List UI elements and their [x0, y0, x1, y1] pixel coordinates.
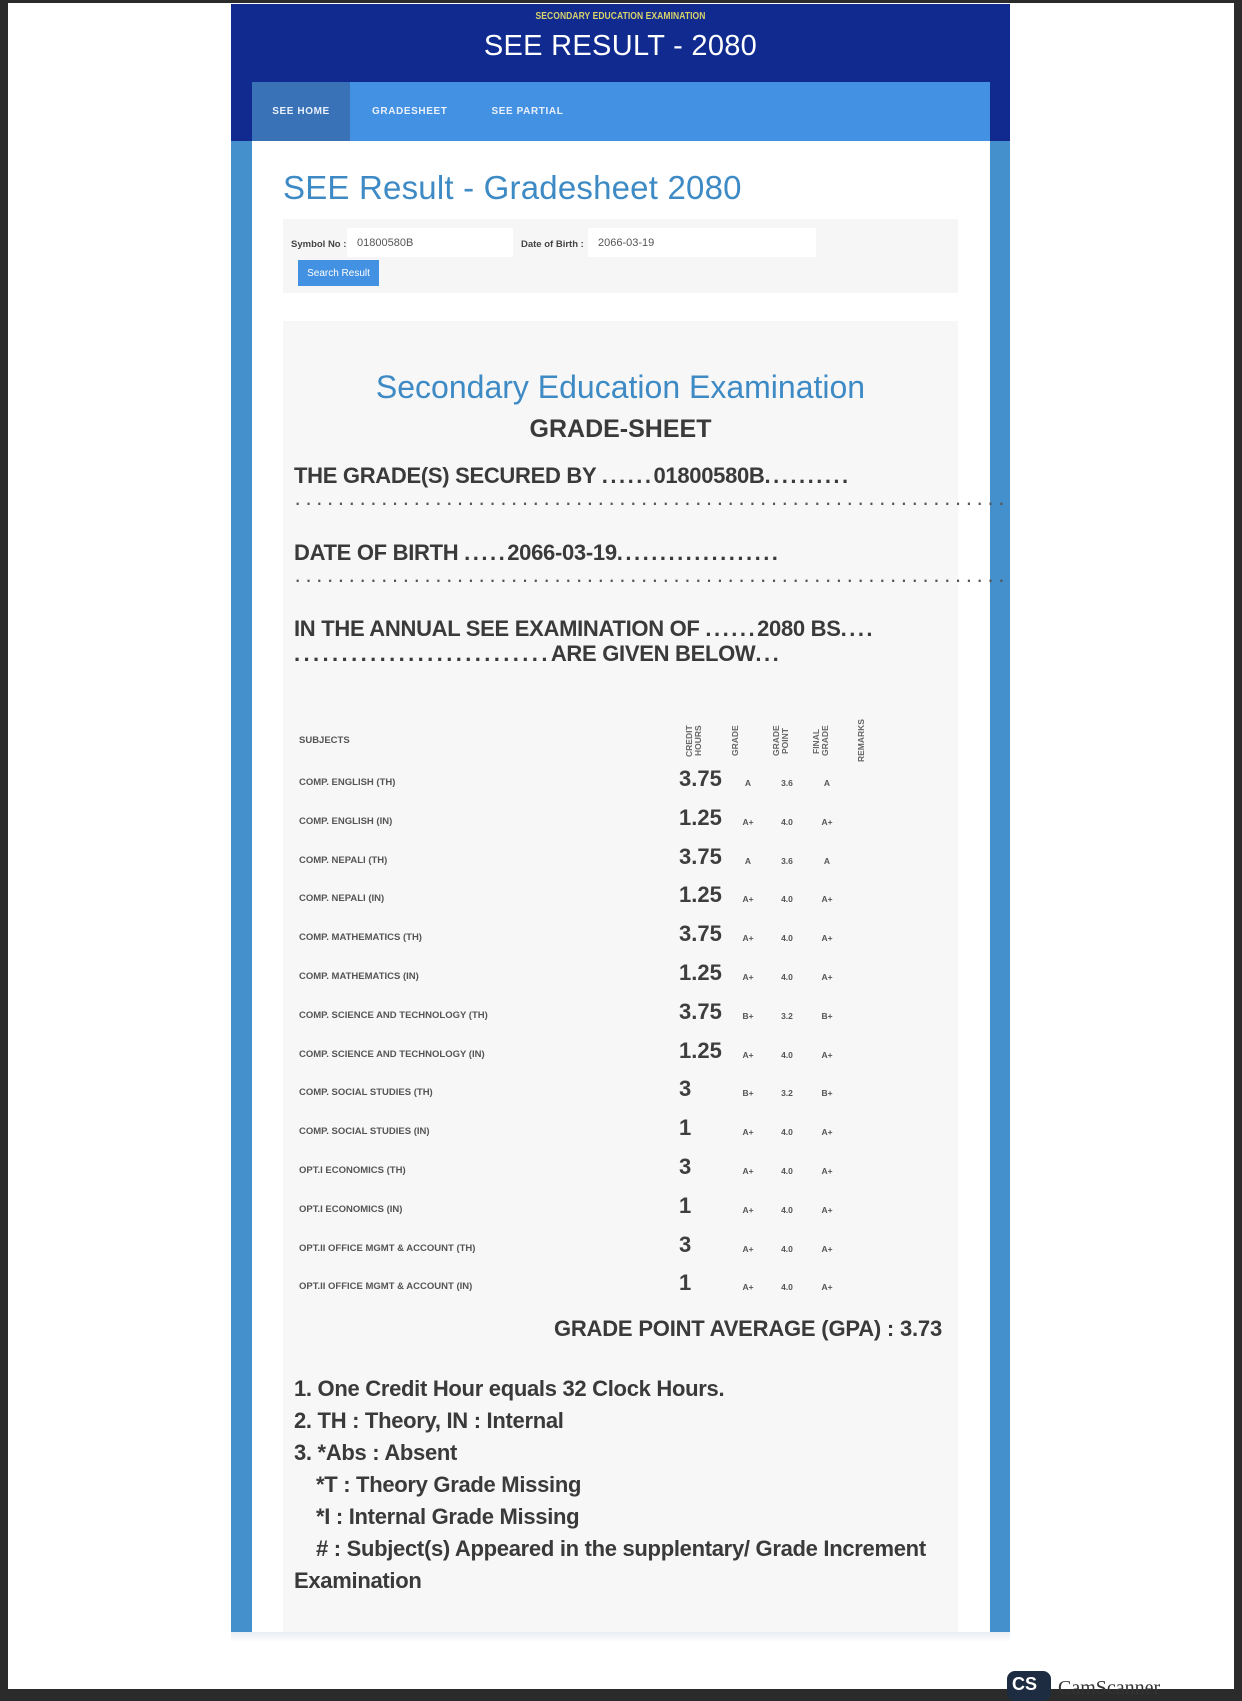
table-row — [283, 765, 958, 803]
table-row — [283, 1114, 958, 1152]
secured-by-symbol: 01800580B — [653, 463, 765, 488]
col-grade-point: GRADE POINT — [771, 725, 790, 757]
given-below-text: ARE GIVEN BELOW — [550, 641, 756, 666]
subject-cell: COMP. NEPALI (IN) — [299, 893, 385, 905]
subject-cell: COMP. NEPALI (TH) — [299, 854, 388, 866]
credit-hours-cell: 1.25 — [679, 1037, 722, 1063]
header-kicker: SECONDARY EDUCATION EXAMINATION — [535, 11, 706, 22]
col-credit-hours: CREDIT HOURS — [684, 725, 703, 757]
site-title: SEE RESULT - 2080 — [483, 30, 758, 62]
subject-cell: COMP. SCIENCE AND TECHNOLOGY (IN) — [299, 1048, 485, 1060]
notes — [294, 1373, 954, 1597]
dob-input[interactable] — [588, 228, 816, 257]
grade-point-cell: 4.0 — [781, 1243, 793, 1254]
exam-line: IN THE ANNUAL SEE EXAMINATION OF ......2080 BS.... — [294, 616, 876, 641]
symbol-no-input[interactable] — [347, 228, 513, 257]
final-grade-cell: A+ — [821, 894, 833, 905]
credit-hours-cell: 3 — [679, 1076, 692, 1102]
grade-cell: A+ — [742, 972, 754, 982]
grade-cell: A+ — [742, 1204, 754, 1215]
grade-point-cell: 3.2 — [781, 1010, 793, 1021]
nav-see-partial[interactable]: SEE PARTIAL — [491, 106, 564, 117]
grade-cell: A+ — [742, 1049, 754, 1060]
subject-cell: OPT.II OFFICE MGMT & ACCOUNT (IN) — [299, 1281, 473, 1293]
final-grade-cell: A+ — [821, 972, 833, 982]
grade-point-cell: 4.0 — [781, 1127, 793, 1138]
dob-line-label: DATE OF BIRTH — [294, 540, 459, 565]
camscanner-logo-icon: CS — [1007, 1671, 1051, 1701]
credit-hours-cell: 1 — [679, 1270, 692, 1296]
table-row — [283, 1269, 958, 1307]
note-3b: *I : Internal Grade Missing — [316, 1504, 580, 1529]
col-subjects: SUBJECTS — [299, 735, 350, 746]
table-row — [283, 959, 958, 997]
page-shadow — [231, 1632, 1010, 1642]
gpa-line — [554, 1316, 942, 1342]
gradesheet-org: Secondary Education Examination — [375, 369, 866, 405]
final-grade-cell: A+ — [821, 816, 833, 827]
note-1: 1. One Credit Hour equals 32 Clock Hours. — [294, 1376, 725, 1401]
note-3a: *T : Theory Grade Missing — [316, 1472, 582, 1497]
subject-cell: COMP. ENGLISH (IN) — [299, 815, 393, 827]
credit-hours-cell: 1 — [679, 1192, 692, 1218]
subject-cell: COMP. SOCIAL STUDIES (TH) — [299, 1087, 433, 1099]
grade-cell: A+ — [742, 894, 754, 905]
credit-hours-cell: 3.75 — [679, 843, 722, 869]
table-row — [283, 1153, 958, 1191]
credit-hours-cell: 1.25 — [679, 882, 722, 908]
credit-hours-cell: 3 — [679, 1231, 692, 1257]
given-below-line: ...........................ARE GIVEN BELOW... — [294, 641, 782, 666]
grade-point-cell: 4.0 — [781, 816, 793, 827]
grade-point-cell: 3.2 — [781, 1088, 793, 1099]
final-grade-cell: A+ — [821, 1049, 833, 1060]
final-grade-cell: A+ — [821, 1282, 833, 1293]
secured-by-label: THE GRADE(S) SECURED BY — [294, 463, 596, 488]
grade-cell: A — [744, 778, 752, 788]
gradesheet-heading: GRADE-SHEET — [529, 415, 712, 443]
dotted-line: ·································································· — [294, 567, 1009, 592]
subject-cell: COMP. SOCIAL STUDIES (IN) — [299, 1126, 430, 1138]
final-grade-cell: A — [823, 778, 831, 788]
grade-cell: B+ — [742, 1010, 754, 1021]
table-row — [283, 920, 958, 958]
symbol-no-label: Symbol No : — [291, 239, 347, 250]
subject-cell: OPT.II OFFICE MGMT & ACCOUNT (TH) — [299, 1242, 476, 1254]
grade-cell: A+ — [742, 933, 754, 944]
final-grade-cell: A — [823, 855, 831, 866]
final-grade-cell: B+ — [821, 1010, 833, 1021]
dob-label: Date of Birth : — [521, 239, 584, 250]
gpa-label: GRADE POINT AVERAGE (GPA) : — [553, 1316, 895, 1341]
table-row — [283, 1037, 958, 1075]
grade-point-cell: 4.0 — [781, 894, 793, 905]
gradesheet — [283, 321, 1009, 1641]
subject-cell: OPT.I ECONOMICS (TH) — [299, 1165, 406, 1176]
note-3: 3. *Abs : Absent — [294, 1440, 458, 1465]
dotted-line: ·································································· — [294, 490, 1009, 515]
grade-cell: A+ — [742, 1127, 754, 1138]
credit-hours-cell: 3.75 — [679, 921, 722, 947]
nav-gradesheet[interactable]: GRADESHEET — [372, 106, 448, 117]
exam-year: 2080 BS — [757, 616, 841, 641]
search-form — [283, 219, 958, 293]
credit-hours-cell: 3.75 — [679, 998, 722, 1024]
grade-point-cell: 4.0 — [781, 1049, 793, 1060]
grade-cell: A+ — [742, 1243, 754, 1254]
dob-line: DATE OF BIRTH .....2066-03-19................... — [294, 540, 781, 565]
note-3c: # : Subject(s) Appeared in the supplentary/ Grade Increment — [316, 1536, 926, 1561]
main-content — [252, 141, 1009, 1641]
grade-point-cell: 4.0 — [781, 1282, 793, 1293]
grade-cell: B+ — [742, 1088, 754, 1099]
exam-line-label: IN THE ANNUAL SEE EXAMINATION OF — [294, 616, 700, 641]
grade-point-cell: 4.0 — [781, 972, 793, 982]
see-result-website — [231, 4, 1010, 1632]
final-grade-cell: A+ — [821, 1166, 833, 1176]
grade-cell: A+ — [742, 816, 754, 827]
final-grade-cell: A+ — [821, 1243, 833, 1254]
col-final-grade: FINAL GRADE — [811, 725, 830, 757]
note-3c-cont: Examination — [294, 1568, 422, 1593]
note-2: 2. TH : Theory, IN : Internal — [294, 1408, 564, 1433]
table-row — [283, 804, 958, 842]
site-header — [231, 4, 1010, 141]
grade-point-cell: 4.0 — [781, 933, 793, 944]
credit-hours-cell: 1.25 — [679, 804, 722, 830]
grade-point-cell: 3.6 — [781, 778, 793, 788]
credit-hours-cell: 1.25 — [679, 960, 722, 985]
subject-cell: COMP. SCIENCE AND TECHNOLOGY (TH) — [299, 1009, 488, 1021]
subject-cell: OPT.I ECONOMICS (IN) — [299, 1203, 403, 1215]
grade-cell: A+ — [742, 1166, 754, 1176]
table-row — [283, 1231, 958, 1269]
final-grade-cell: A+ — [821, 1204, 833, 1215]
table-row — [283, 1192, 958, 1230]
credit-hours-cell: 1 — [679, 1115, 692, 1141]
gpa-value: 3.73 — [899, 1316, 942, 1341]
grade-cell: A+ — [742, 1282, 754, 1293]
subject-cell: COMP. ENGLISH (TH) — [299, 777, 396, 788]
final-grade-cell: A+ — [821, 933, 833, 944]
grade-cell: A — [744, 855, 752, 866]
grade-point-cell: 4.0 — [781, 1204, 793, 1215]
credit-hours-cell: 3 — [679, 1154, 692, 1179]
col-remarks: REMARKS — [856, 719, 866, 763]
subject-cell: COMP. MATHEMATICS (IN) — [299, 971, 419, 982]
nav-see-home[interactable]: SEE HOME — [252, 82, 350, 141]
subject-cell: COMP. MATHEMATICS (TH) — [299, 932, 422, 944]
grade-point-cell: 3.6 — [781, 855, 793, 866]
dob-line-value: 2066-03-19 — [507, 540, 617, 565]
page-title: SEE Result - Gradesheet 2080 — [283, 169, 742, 206]
final-grade-cell: A+ — [821, 1127, 833, 1138]
table-row — [283, 1075, 958, 1113]
table-row — [283, 998, 958, 1036]
grade-point-cell: 4.0 — [781, 1166, 793, 1176]
table-row — [283, 881, 958, 919]
main-nav — [252, 82, 990, 141]
table-row — [283, 843, 958, 881]
secured-by-line: THE GRADE(S) SECURED BY ......01800580B.......... — [294, 463, 851, 488]
credit-hours-cell: 3.75 — [679, 766, 722, 791]
final-grade-cell: B+ — [821, 1088, 833, 1099]
col-grade: GRADE — [730, 725, 740, 757]
search-result-button[interactable]: Search Result — [298, 260, 379, 286]
camscanner-text: CamScanner — [1058, 1677, 1161, 1699]
